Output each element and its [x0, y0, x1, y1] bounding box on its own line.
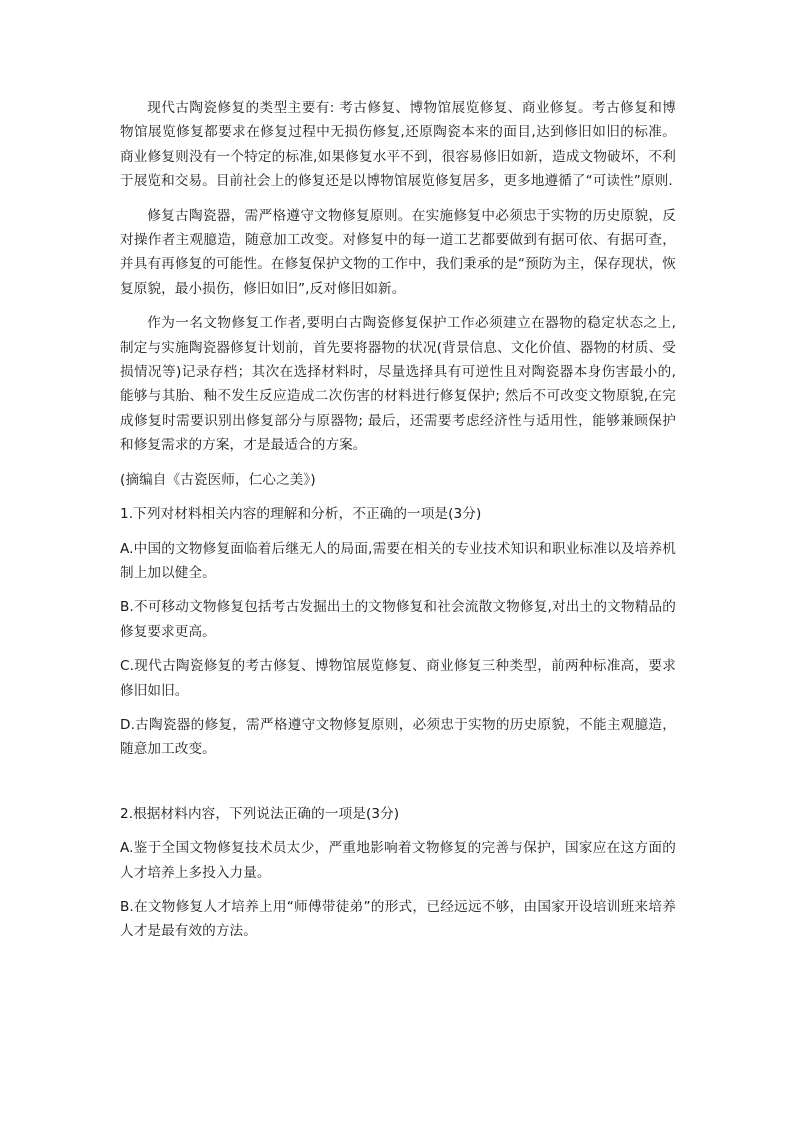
question-2-option-b: B.在文物修复人才培养上用“师傅带徒弟”的形式，已经远远不够，由国家开设培训班来培养人才是最有效的方法。 — [120, 898, 676, 940]
question-1-option-c: C.现代古陶瓷修复的考古修复、博物馆展览修复、商业修复三种类型，前两种标准高，要求修旧如旧。 — [120, 658, 676, 699]
question-1-option-d: D.古陶瓷器的修复，需严格遵守文物修复原则，必须忠于实物的历史原貌，不能主观臆造，随意加工改变。 — [120, 716, 676, 758]
article-source: (摘编自《古瓷医师，仁心之美》) — [120, 471, 316, 488]
question-1-stem: 1.下列对材料相关内容的理解和分析，不正确的一项是(3分) — [120, 506, 482, 523]
article-paragraph-1: 现代古陶瓷修复的类型主要有: 考古修复、博物馆展览修复、商业修复。考古修复和博物馆展览修复都要求在修复过程中无损伤修复,还原陶瓷本来的面目,达到修旧如旧的标准。商业修复则没有一个特定的标准,如果修复水平不到，很容易修旧如新，造成文物破坏，不利于展览和交易。目前社会上的修复还是以博物馆展览修复居多，更多地遵循了“可读性”原则. — [120, 100, 676, 190]
question-1-option-b: B.不可移动文物修复包括考古发掘出土的文物修复和社会流散文物修复,对出土的文物精品的修复要求更高。 — [120, 599, 676, 640]
article-paragraph-2: 修复古陶瓷器，需严格遵守文物修复原则。在实施修复中必须忠于实物的历史原貌，反对操作者主观臆造，随意加工改变。对修复中的每一道工艺都要做到有据可依、有据可查，并具有再修复的可能性。在修复保护文物的工作中，我们秉承的是“预防为主，保存现状，恢复原貌，最小损伤，修旧如旧”,反对修旧如新。 — [120, 207, 676, 297]
question-2-option-a: A.鉴于全国文物修复技术员太少，严重地影响着文物修复的完善与保护，国家应在这方面的人才培养上多投入力量。 — [120, 840, 676, 881]
question-2-stem: 2.根据材料内容，下列说法正确的一项是(3分) — [120, 805, 400, 822]
article-paragraph-3: 作为一名文物修复工作者,要明白古陶瓷修复保护工作必须建立在器物的稳定状态之上,制定与实施陶瓷器修复计划前，首先要将器物的状况(背景信息、文化价值、器物的材质、受损情况等)记录存档；其次在选择材料时，尽量选择具有可逆性且对陶瓷器本身伤害最小的,能够与其胎、釉不发生反应造成二次伤害的材料进行修复保护; 然后不可改变文物原貌,在完成修复时需要识别出修复部分与原器物; 最后，还需要考虑经济性与适用性，能够兼顾保护和修复需求的方案，才是最适合的方案。 — [120, 315, 676, 454]
question-1-option-a: A.中国的文物修复面临着后继无人的局面,需要在相关的专业技术知识和职业标准以及培养机制上加以健全。 — [120, 540, 676, 581]
document-content — [120, 96, 676, 954]
section-spacer — [120, 772, 676, 802]
